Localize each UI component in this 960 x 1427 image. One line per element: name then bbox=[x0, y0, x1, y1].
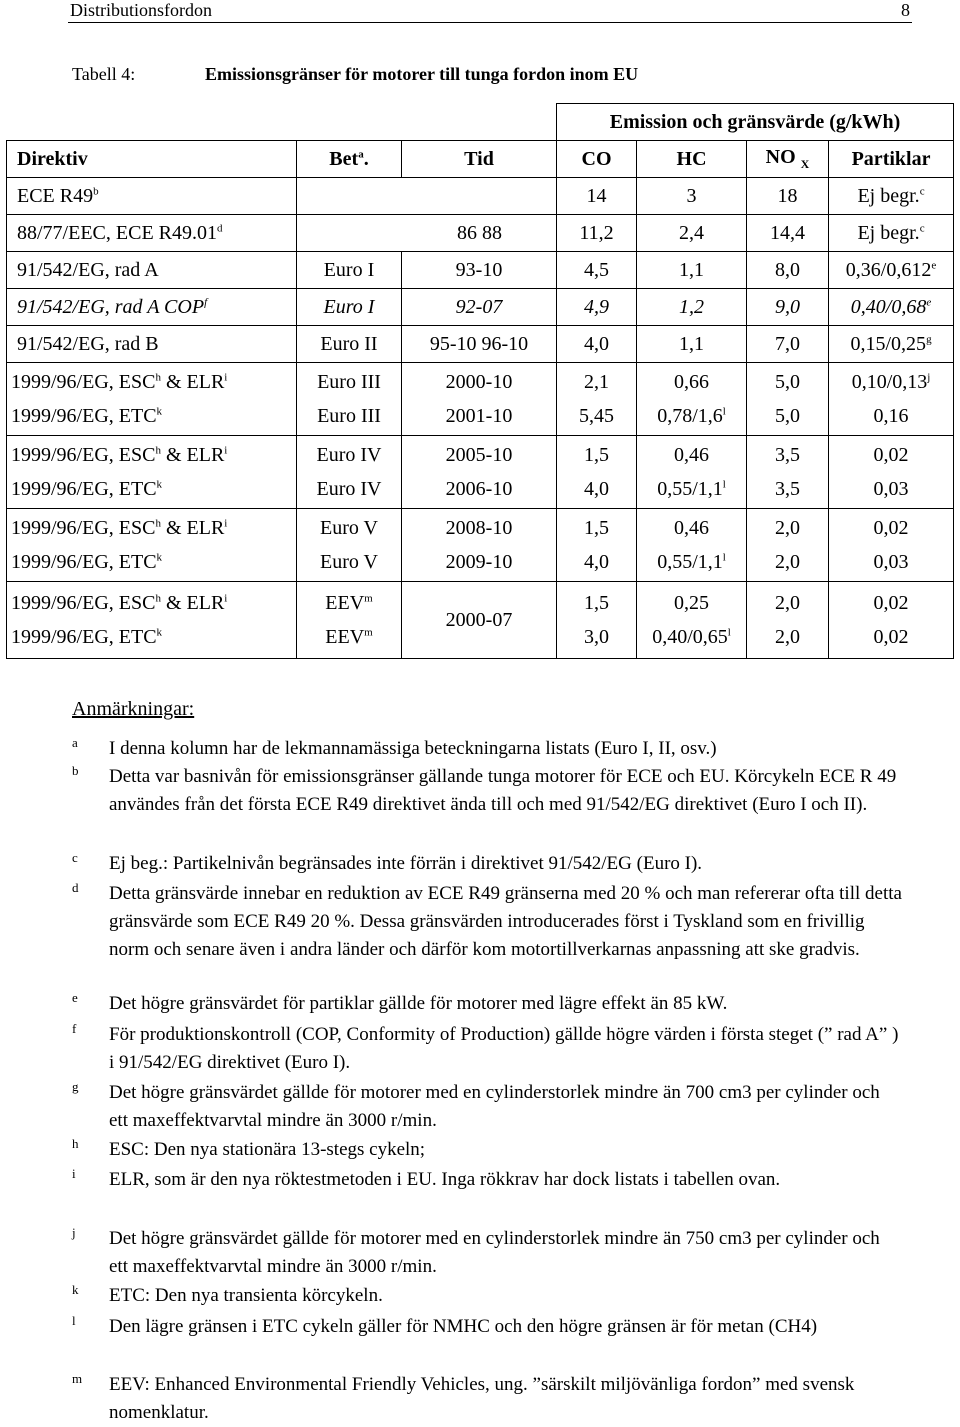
cell-bet: Euro I bbox=[297, 252, 402, 289]
cell-bet: Euro I bbox=[297, 289, 402, 326]
cell-co: 4,9 bbox=[557, 289, 637, 326]
note-g: g Det högre gränsvärdet gällde för motorer med en cylinderstorlek mindre än 700 cm3 per cylinder och ett maxeffektvarvtal mindre än 3000 r/min. bbox=[72, 1079, 880, 1131]
table-row bbox=[7, 215, 954, 252]
cell-bet: EEV$^m$ EEV$^m$ bbox=[297, 582, 402, 659]
cell-tid: 2005-10 2006-10 bbox=[402, 436, 557, 509]
table-row-group bbox=[7, 582, 954, 659]
blank-cell bbox=[7, 104, 557, 141]
note-f: f För produktionskontroll (COP, Conformity of Production) gällde högre värden i första steget (” rad A” ) i 91/542/EG direktivet (Euro I). bbox=[72, 1021, 899, 1073]
page-number: 8 bbox=[901, 0, 910, 20]
cell-hc: 1,1 bbox=[637, 252, 747, 289]
cell-pm: 0,02 0,03 bbox=[829, 436, 954, 509]
cell-bet-tid bbox=[297, 178, 557, 215]
cell-nox: 9,0 bbox=[747, 289, 829, 326]
cell-pm: 0,15/0,25$^g$ bbox=[829, 326, 954, 363]
cell-tid: 92-07 bbox=[402, 289, 557, 326]
emission-limits-table bbox=[6, 103, 954, 659]
cell-nox: 8,0 bbox=[747, 252, 829, 289]
cell-tid: 95-10 96-10 bbox=[402, 326, 557, 363]
note-b: b Detta var basnivån för emissionsgränser gällande tunga motorer för ECE och EU. Körcykeln ECE R 49 användes från det första ECE R49 direktivet ända till och med 91/542/EG direktivet (Euro I och II). bbox=[72, 763, 897, 815]
cell-pm: Ej begr.$^c$ bbox=[829, 178, 954, 215]
table-row-group bbox=[7, 509, 954, 582]
cell-co: 1,5 3,0 bbox=[557, 582, 637, 659]
cell-hc: 3 bbox=[637, 178, 747, 215]
note-j: j Det högre gränsvärdet gällde för motorer med en cylinderstorlek mindre än 750 cm3 per cylinder och ett maxeffektvarvtal mindre än 3000 r/min. bbox=[72, 1225, 880, 1277]
header-nox: NO $_X$ bbox=[747, 141, 829, 178]
page-header bbox=[70, 0, 910, 22]
cell-co: 4,0 bbox=[557, 326, 637, 363]
cell-direktiv: 1999/96/EG, ESC$^h$ & ELR$^i$ 1999/96/EG, ETC$^k$ bbox=[7, 363, 297, 436]
table-row-group bbox=[7, 363, 954, 436]
cell-pm: Ej begr.$^c$ bbox=[829, 215, 954, 252]
cell-direktiv: 1999/96/EG, ESC$^h$ & ELR$^i$ 1999/96/EG, ETC$^k$ bbox=[7, 509, 297, 582]
cell-direktiv: 88/77/EEC, ECE R49.01$^d$ bbox=[7, 215, 297, 252]
note-e: e Det högre gränsvärdet för partiklar gällde för motorer med lägre effekt än 85 kW. bbox=[72, 990, 728, 1014]
cell-hc: 1,1 bbox=[637, 326, 747, 363]
cell-co: 4,5 bbox=[557, 252, 637, 289]
header-tid: Tid bbox=[402, 141, 557, 178]
notes-heading: Anmärkningar: bbox=[72, 698, 195, 720]
cell-co: 14 bbox=[557, 178, 637, 215]
table-caption bbox=[72, 64, 638, 85]
cell-tid: 2000-07 bbox=[402, 582, 557, 659]
cell-co: 1,5 4,0 bbox=[557, 436, 637, 509]
header-title: Distributionsfordon bbox=[70, 0, 212, 20]
header-divider bbox=[68, 22, 912, 23]
cell-co: 1,5 4,0 bbox=[557, 509, 637, 582]
cell-bet: Euro V Euro V bbox=[297, 509, 402, 582]
table-row bbox=[7, 178, 954, 215]
note-k: k ETC: Den nya transienta körcykeln. bbox=[72, 1282, 383, 1306]
table-number: Tabell 4: bbox=[72, 64, 136, 84]
cell-tid: 2000-10 2001-10 bbox=[402, 363, 557, 436]
cell-pm: 0,10/0,13$^j$ 0,16 bbox=[829, 363, 954, 436]
cell-nox: 2,0 2,0 bbox=[747, 509, 829, 582]
note-c: c Ej beg.: Partikelnivån begränsades inte förrän i direktivet 91/542/EG (Euro I). bbox=[72, 850, 703, 874]
note-a: a I denna kolumn har de lekmannamässiga beteckningarna listats (Euro I, II, osv.) bbox=[72, 735, 717, 759]
cell-direktiv: 1999/96/EG, ESC$^h$ & ELR$^i$ 1999/96/EG, ETC$^k$ bbox=[7, 582, 297, 659]
note-m: m EEV: Enhanced Environmental Friendly Vehicles, ung. ”särskilt miljövänliga fordon” med svensk nomenklatur. bbox=[72, 1371, 855, 1423]
cell-hc: 0,46 0,55/1,1$^l$ bbox=[637, 509, 747, 582]
header-partiklar: Partiklar bbox=[829, 141, 954, 178]
cell-bet: Euro IV Euro IV bbox=[297, 436, 402, 509]
table-group-header-row bbox=[7, 104, 954, 141]
header-direktiv: Direktiv bbox=[7, 141, 297, 178]
note-l: l Den lägre gränsen i ETC cykeln gäller för NMHC och den högre gränsen är för metan (CH4) bbox=[72, 1313, 818, 1337]
cell-pm: 0,02 0,03 bbox=[829, 509, 954, 582]
cell-pm: 0,40/0,68e bbox=[829, 289, 954, 326]
cell-tid: 2008-10 2009-10 bbox=[402, 509, 557, 582]
header-bet: Bet$^a$. bbox=[297, 141, 402, 178]
cell-nox: 5,0 5,0 bbox=[747, 363, 829, 436]
cell-direktiv: ECE R49$^b$ bbox=[7, 178, 297, 215]
cell-pm: 0,02 0,02 bbox=[829, 582, 954, 659]
cell-co: 2,1 5,45 bbox=[557, 363, 637, 436]
cell-direktiv: 91/542/EG, rad A COP$^f$ bbox=[7, 289, 297, 326]
cell-tid: 93-10 bbox=[402, 252, 557, 289]
cell-hc: 2,4 bbox=[637, 215, 747, 252]
table-row bbox=[7, 289, 954, 326]
table-header-row bbox=[7, 141, 954, 178]
header-hc: HC bbox=[637, 141, 747, 178]
cell-nox: 18 bbox=[747, 178, 829, 215]
header-co: CO bbox=[557, 141, 637, 178]
table-row-group bbox=[7, 436, 954, 509]
table-row bbox=[7, 252, 954, 289]
table-title: Emissionsgränser för motorer till tunga fordon inom EU bbox=[205, 64, 639, 84]
note-i: i ELR, som är den nya röktestmetoden i EU. Inga rökkrav har dock listats i tabellen ovan. bbox=[72, 1166, 781, 1190]
note-d: d Detta gränsvärde innebar en reduktion av ECE R49 gränserna med 20 % och man refererar ofta till detta gränsvärde som ECE R49 20 %. Dessa gränsvärden introducerades först i Tyskland som en frivillig norm och senare även i andra länder och därför kom motortillverkarnas anpassning att ske gradvis. bbox=[72, 880, 902, 960]
cell-direktiv: 91/542/EG, rad A bbox=[7, 252, 297, 289]
cell-nox: 14,4 bbox=[747, 215, 829, 252]
table-row bbox=[7, 326, 954, 363]
cell-hc: 0,25 0,40/0,65$^l$ bbox=[637, 582, 747, 659]
cell-hc: 0,46 0,55/1,1$^l$ bbox=[637, 436, 747, 509]
cell-nox: 3,5 3,5 bbox=[747, 436, 829, 509]
cell-nox: 7,0 bbox=[747, 326, 829, 363]
cell-direktiv: 1999/96/EG, ESC$^h$ & ELR$^i$ 1999/96/EG, ETC$^k$ bbox=[7, 436, 297, 509]
cell-bet: Euro II bbox=[297, 326, 402, 363]
cell-bet: Euro III Euro III bbox=[297, 363, 402, 436]
cell-hc: 1,2 bbox=[637, 289, 747, 326]
cell-co: 11,2 bbox=[557, 215, 637, 252]
note-h: h ESC: Den nya stationära 13-stegs cykeln; bbox=[72, 1136, 426, 1160]
cell-tid: 86 88 bbox=[297, 215, 557, 252]
cell-hc: 0,66 0,78/1,6$^l$ bbox=[637, 363, 747, 436]
cell-direktiv: 91/542/EG, rad B bbox=[7, 326, 297, 363]
cell-nox: 2,0 2,0 bbox=[747, 582, 829, 659]
cell-pm: 0,36/0,612e bbox=[829, 252, 954, 289]
emission-group-header: Emission och gränsvärde (g/kWh) bbox=[557, 104, 954, 141]
